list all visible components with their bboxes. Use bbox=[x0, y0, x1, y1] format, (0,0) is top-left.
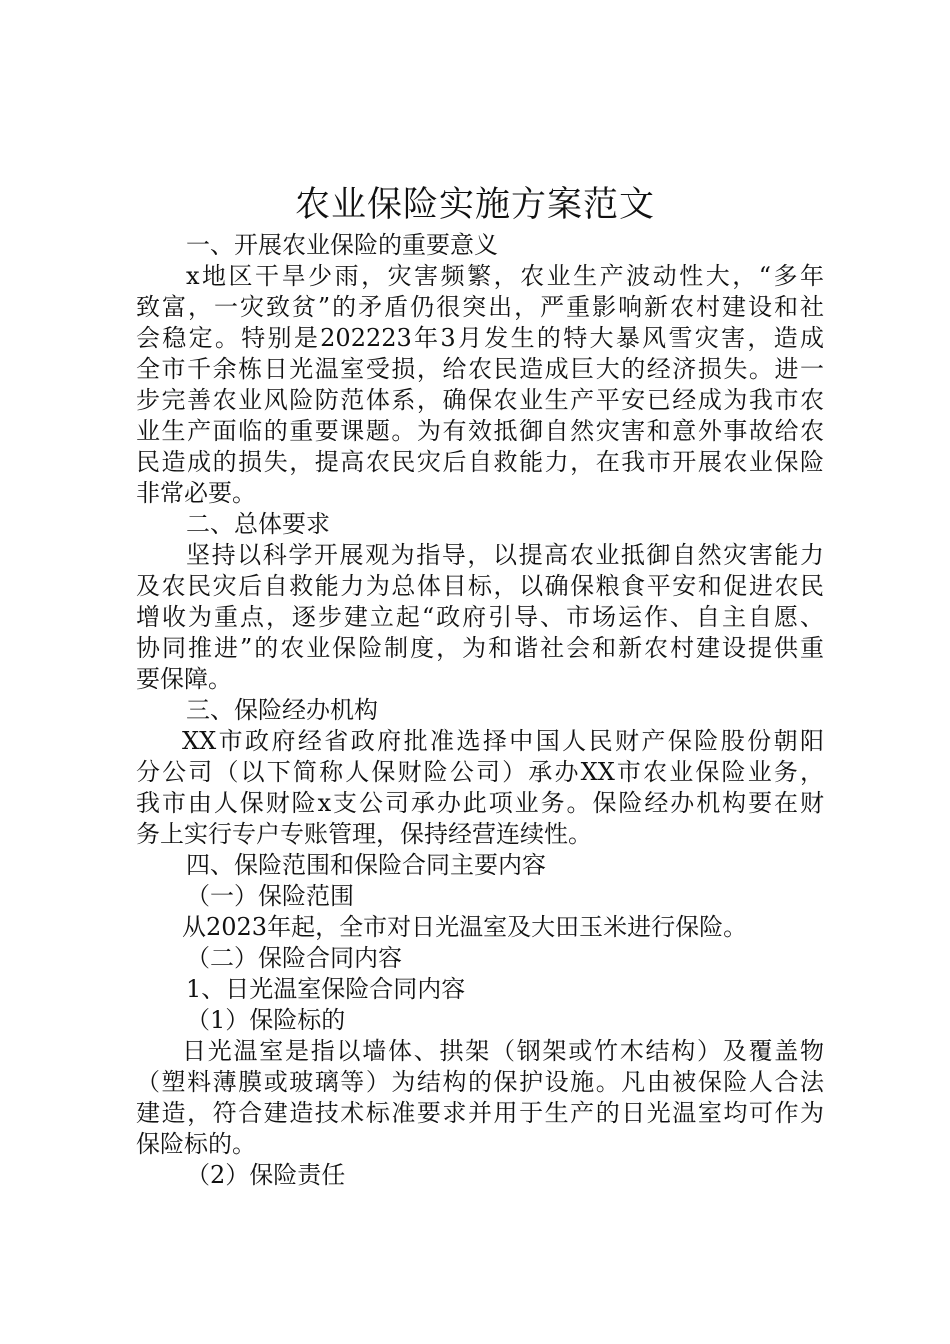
paragraph-line: 从2023年起，全市对日光温室及大田玉米进行保险。 bbox=[182, 913, 748, 941]
paragraph-line: 增收为重点，逐步建立起“政府引导、市场运作、自主自愿、 bbox=[136, 603, 824, 631]
section-heading-2: 二、总体要求 bbox=[186, 510, 330, 538]
item-subheading: （2）保险责任 bbox=[186, 1161, 346, 1189]
paragraph-line: 协同推进”的农业保险制度，为和谐社会和新农村建设提供重 bbox=[136, 634, 824, 662]
paragraph-line: x地区干旱少雨，灾害频繁，农业生产波动性大，“多年 bbox=[186, 262, 824, 290]
section-heading-4: 四、保险范围和保险合同主要内容 bbox=[186, 851, 546, 879]
paragraph-line: 要保障。 bbox=[136, 665, 232, 693]
paragraph-line: 会稳定。特别是202223年3月发生的特大暴风雪灾害，造成 bbox=[136, 324, 824, 352]
section-heading-1: 一、开展农业保险的重要意义 bbox=[186, 231, 498, 259]
section-heading-3: 三、保险经办机构 bbox=[186, 696, 378, 724]
paragraph-line: 我市由人保财险x支公司承办此项业务。保险经办机构要在财 bbox=[136, 789, 824, 817]
paragraph-line: XX市政府经省政府批准选择中国人民财产保险股份朝阳 bbox=[182, 727, 824, 755]
paragraph-line: 务上实行专户专账管理，保持经营连续性。 bbox=[136, 820, 592, 848]
paragraph-line: （塑料薄膜或玻璃等）为结构的保护设施。凡由被保险人合法 bbox=[136, 1068, 824, 1096]
item-heading: 1、日光温室保险合同内容 bbox=[186, 975, 466, 1003]
paragraph-line: 业生产面临的重要课题。为有效抵御自然灾害和意外事故给农 bbox=[136, 417, 824, 445]
paragraph-line: 非常必要。 bbox=[136, 479, 256, 507]
paragraph-line: 民造成的损失，提高农民灾后自救能力，在我市开展农业保险 bbox=[136, 448, 824, 476]
paragraph-line: 坚持以科学开展观为指导，以提高农业抵御自然灾害能力 bbox=[186, 541, 824, 569]
item-subheading: （1）保险标的 bbox=[186, 1006, 346, 1034]
paragraph-line: 分公司（以下简称人保财险公司）承办XX市农业保险业务， bbox=[136, 758, 824, 786]
document-body bbox=[136, 230, 824, 1191]
paragraph-line: 建造，符合建造技术标准要求并用于生产的日光温室均可作为 bbox=[136, 1099, 824, 1127]
paragraph-line: 及农民灾后自救能力为总体目标，以确保粮食平安和促进农民 bbox=[136, 572, 824, 600]
document-title: 农业保险实施方案范文 bbox=[294, 185, 655, 225]
paragraph-line: 步完善农业风险防范体系，确保农业生产平安已经成为我市农 bbox=[136, 386, 824, 414]
paragraph-line: 日光温室是指以墙体、拱架（钢架或竹木结构）及覆盖物 bbox=[182, 1037, 824, 1065]
paragraph-line: 全市千余栋日光温室受损，给农民造成巨大的经济损失。进一 bbox=[136, 355, 824, 383]
paragraph-line: 保险标的。 bbox=[136, 1130, 256, 1158]
subsection-heading: （一）保险范围 bbox=[186, 882, 354, 910]
subsection-heading: （二）保险合同内容 bbox=[186, 944, 402, 972]
paragraph-line: 致富，一灾致贫”的矛盾仍很突出，严重影响新农村建设和社 bbox=[136, 293, 824, 321]
